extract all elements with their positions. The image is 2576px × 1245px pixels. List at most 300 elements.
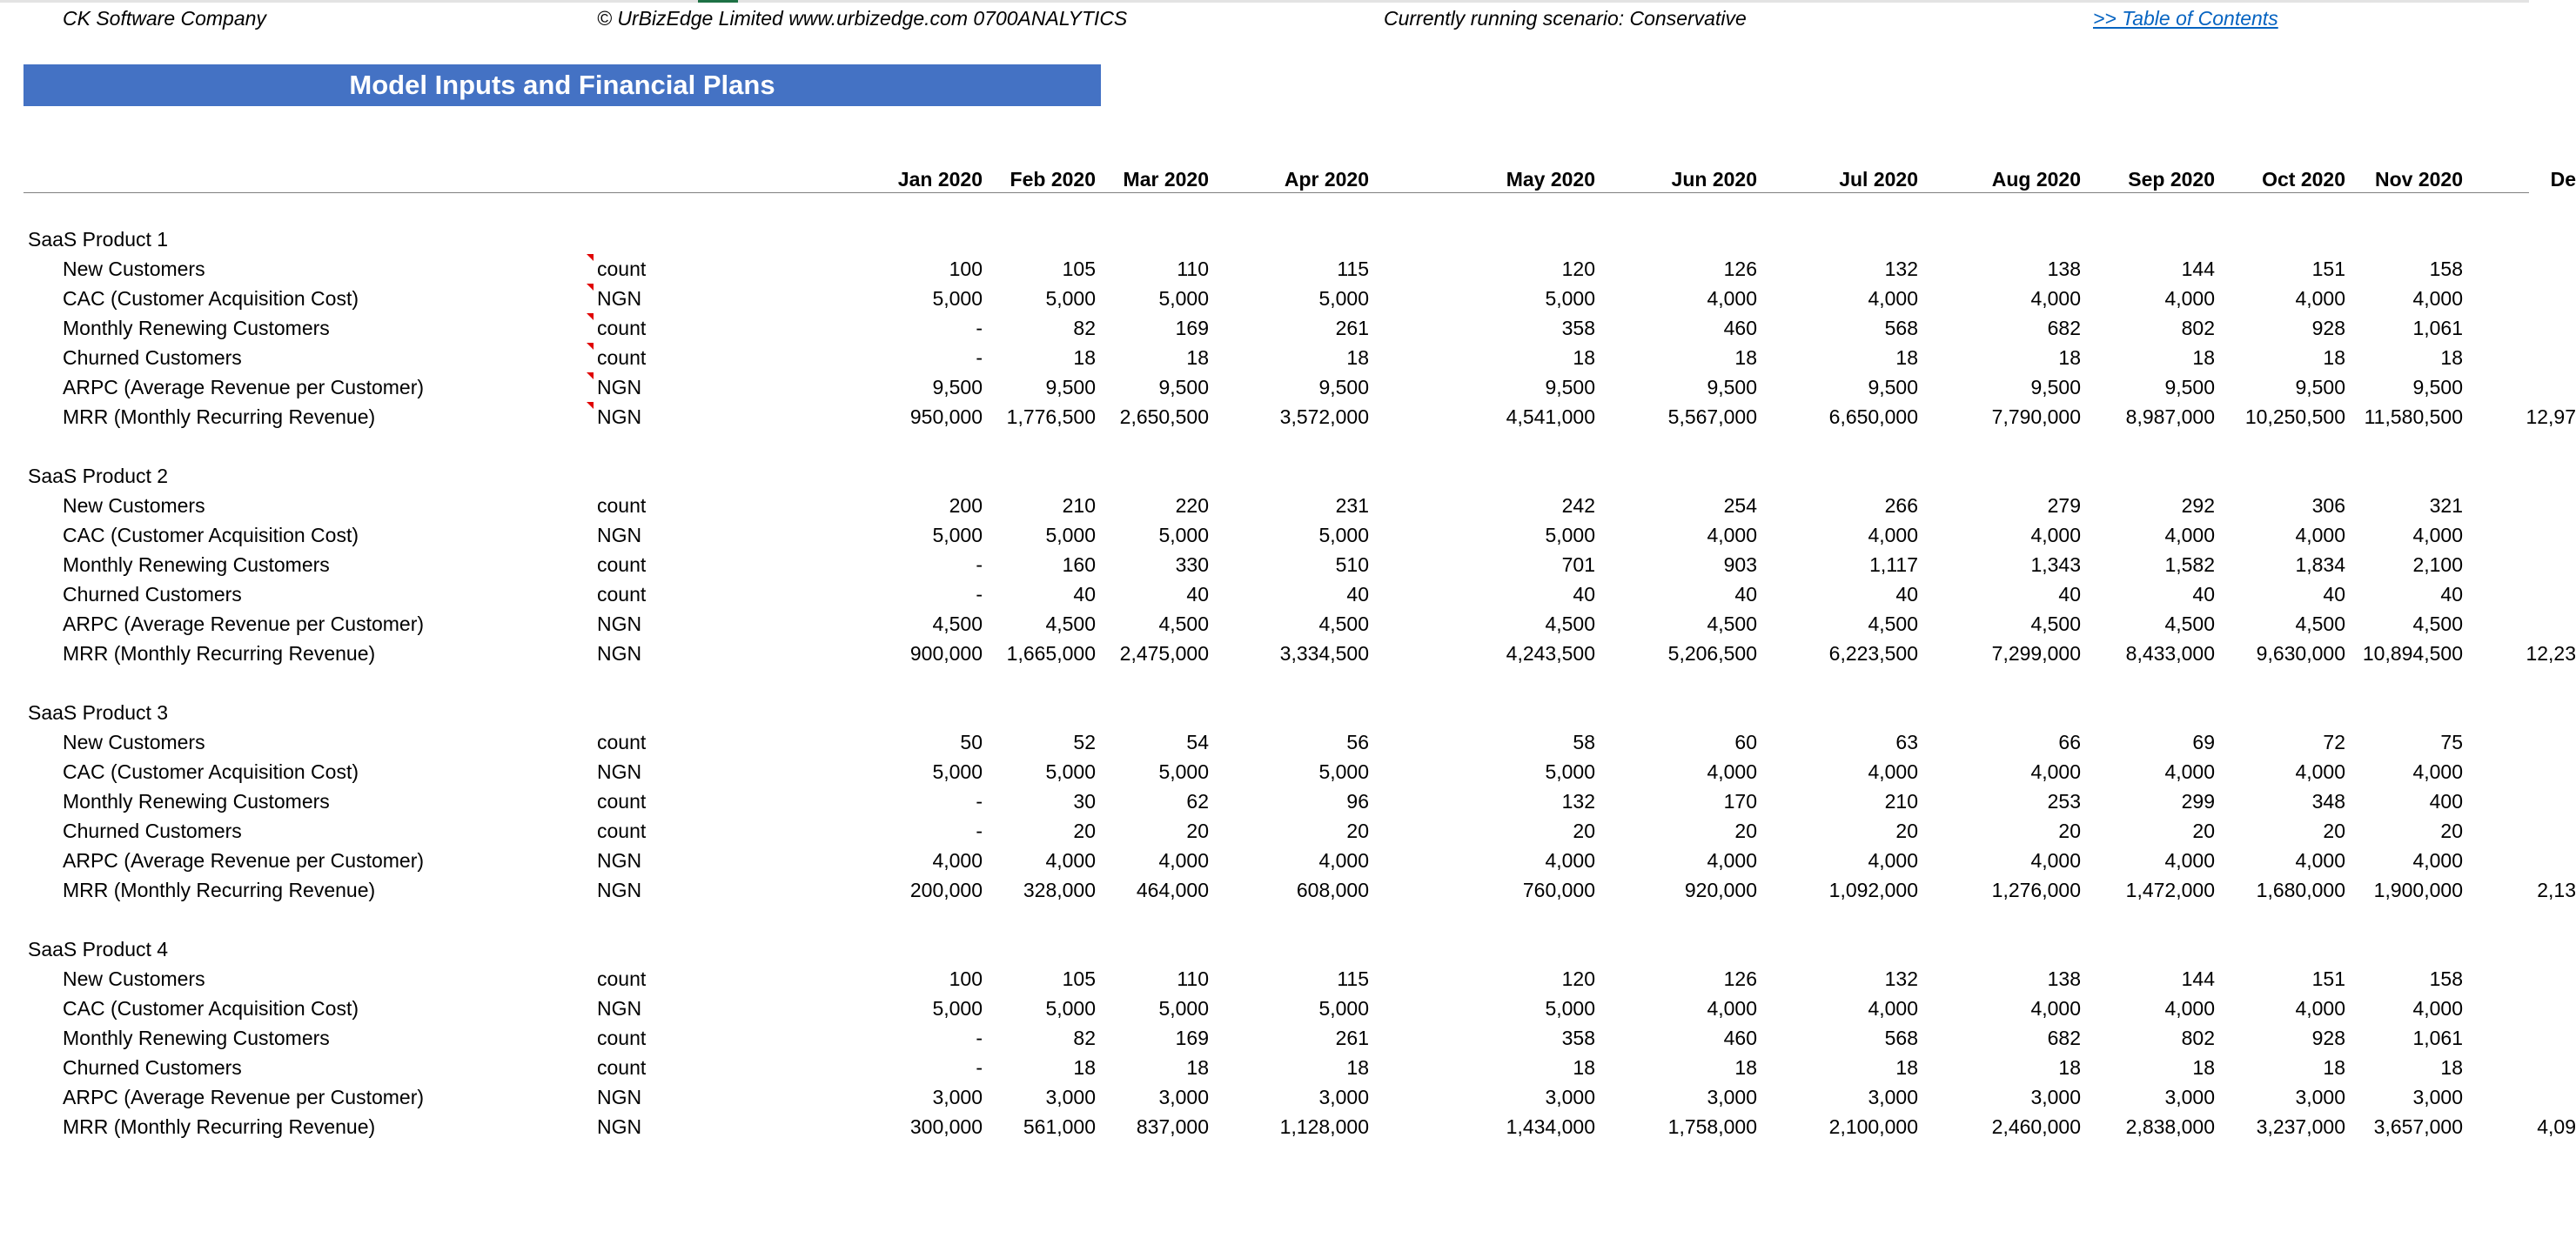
unit-cell[interactable]: count [597,258,647,280]
value-cell[interactable]: 4,000 [2030,849,2081,872]
value-cell[interactable]: 132 [1561,790,1595,813]
value-cell[interactable]: 96 [1346,790,1369,813]
value-cell[interactable]: - [976,346,983,369]
value-cell[interactable]: 5,000 [1045,760,1096,783]
value-cell[interactable]: 231 [1335,494,1369,517]
value-cell[interactable]: 4,500 [1545,612,1595,635]
value-cell[interactable]: 3,237,000 [2256,1115,2345,1138]
value-cell[interactable]: 40 [2058,583,2081,606]
value-cell[interactable]: 11,580,500 [2364,405,2463,428]
value-cell[interactable]: 568 [1884,317,1918,339]
value-cell[interactable]: 4,09 [2537,1115,2576,1138]
value-cell[interactable]: 5,206,500 [1667,642,1757,665]
value-cell[interactable]: 40 [1346,583,1369,606]
table-of-contents-link[interactable]: >> Table of Contents [2093,7,2278,30]
unit-cell[interactable]: count [597,731,647,753]
value-cell[interactable]: 701 [1561,553,1595,576]
month-header-1[interactable]: Feb 2020 [1010,168,1096,191]
value-cell[interactable]: 9,500 [1045,376,1096,398]
value-cell[interactable]: 3,000 [1868,1086,1918,1108]
value-cell[interactable]: 4,000 [2412,287,2463,310]
value-cell[interactable]: 1,665,000 [1006,642,1096,665]
value-cell[interactable]: 10,894,500 [2362,642,2463,665]
value-cell[interactable]: 7,299,000 [1991,642,2081,665]
value-cell[interactable]: 20 [1573,820,1595,842]
value-cell[interactable]: 170 [1723,790,1757,813]
value-cell[interactable]: 82 [1073,1027,1096,1049]
value-cell[interactable]: 1,680,000 [2256,879,2345,901]
value-cell[interactable]: 18 [1573,1056,1595,1079]
value-cell[interactable]: 132 [1884,967,1918,990]
value-cell[interactable]: 4,000 [2164,997,2215,1020]
value-cell[interactable]: 200 [949,494,983,517]
unit-cell[interactable]: count [597,494,647,517]
value-cell[interactable]: 4,500 [1318,612,1369,635]
value-cell[interactable]: 4,000 [1545,849,1595,872]
value-cell[interactable]: 3,000 [2164,1086,2215,1108]
value-cell[interactable]: 1,472,000 [2125,879,2215,901]
value-cell[interactable]: 9,630,000 [2256,642,2345,665]
value-cell[interactable]: 18 [1346,346,1369,369]
metric-label[interactable]: New Customers [63,967,205,990]
value-cell[interactable]: 321 [2429,494,2463,517]
value-cell[interactable]: 1,343 [2030,553,2081,576]
value-cell[interactable]: 2,650,500 [1119,405,1209,428]
unit-cell[interactable]: NGN [597,376,642,398]
value-cell[interactable]: 682 [2047,1027,2081,1049]
value-cell[interactable]: 1,900,000 [2373,879,2463,901]
value-cell[interactable]: 220 [1175,494,1209,517]
value-cell[interactable]: 138 [2047,258,2081,280]
value-cell[interactable]: 18 [2440,1056,2463,1079]
value-cell[interactable]: 40 [2323,583,2345,606]
metric-label[interactable]: MRR (Monthly Recurring Revenue) [63,642,376,665]
comment-indicator-icon[interactable] [587,313,594,320]
value-cell[interactable]: 4,500 [2412,612,2463,635]
value-cell[interactable]: 158 [2429,258,2463,280]
value-cell[interactable]: 18 [1073,1056,1096,1079]
value-cell[interactable]: 292 [2181,494,2215,517]
value-cell[interactable]: 115 [1337,967,1369,990]
value-cell[interactable]: 802 [2181,1027,2215,1049]
value-cell[interactable]: 242 [1561,494,1595,517]
value-cell[interactable]: 5,000 [932,287,983,310]
value-cell[interactable]: 2,460,000 [1991,1115,2081,1138]
value-cell[interactable]: 4,000 [1868,760,1918,783]
value-cell[interactable]: 5,000 [1318,997,1369,1020]
metric-label[interactable]: CAC (Customer Acquisition Cost) [63,760,359,783]
value-cell[interactable]: 9,500 [1707,376,1757,398]
product-title[interactable]: SaaS Product 4 [28,938,169,961]
value-cell[interactable]: 169 [1175,317,1209,339]
unit-cell[interactable]: NGN [597,849,642,872]
value-cell[interactable]: 4,500 [1868,612,1918,635]
value-cell[interactable]: 2,100 [2412,553,2463,576]
value-cell[interactable]: 5,000 [1545,524,1595,546]
metric-label[interactable]: CAC (Customer Acquisition Cost) [63,287,359,310]
value-cell[interactable]: 561,000 [1023,1115,1096,1138]
unit-cell[interactable]: count [597,346,647,369]
value-cell[interactable]: 358 [1561,317,1595,339]
value-cell[interactable]: 82 [1073,317,1096,339]
value-cell[interactable]: 20 [1073,820,1096,842]
value-cell[interactable]: 40 [1895,583,1918,606]
value-cell[interactable]: 18 [1186,346,1209,369]
value-cell[interactable]: 1,834 [2295,553,2345,576]
value-cell[interactable]: 3,000 [1158,1086,1209,1108]
unit-cell[interactable]: NGN [597,405,642,428]
value-cell[interactable]: 4,500 [932,612,983,635]
month-header-5[interactable]: Jun 2020 [1671,168,1757,191]
value-cell[interactable]: - [976,583,983,606]
value-cell[interactable]: 4,000 [2030,760,2081,783]
unit-cell[interactable]: count [597,820,647,842]
value-cell[interactable]: 151 [2311,967,2345,990]
unit-cell[interactable]: NGN [597,287,642,310]
value-cell[interactable]: 760,000 [1522,879,1595,901]
value-cell[interactable]: 9,500 [2164,376,2215,398]
value-cell[interactable]: 903 [1723,553,1757,576]
value-cell[interactable]: 40 [1073,583,1096,606]
value-cell[interactable]: 5,000 [1318,760,1369,783]
metric-label[interactable]: Churned Customers [63,1056,242,1079]
value-cell[interactable]: 40 [2192,583,2215,606]
value-cell[interactable]: 3,000 [2295,1086,2345,1108]
value-cell[interactable]: 18 [1073,346,1096,369]
metric-label[interactable]: ARPC (Average Revenue per Customer) [63,612,425,635]
value-cell[interactable]: 18 [1186,1056,1209,1079]
value-cell[interactable]: 300,000 [909,1115,983,1138]
metric-label[interactable]: New Customers [63,258,205,280]
value-cell[interactable]: 18 [2058,1056,2081,1079]
value-cell[interactable]: 4,000 [1707,524,1757,546]
value-cell[interactable]: 30 [1073,790,1096,813]
metric-label[interactable]: New Customers [63,731,205,753]
value-cell[interactable]: 169 [1175,1027,1209,1049]
value-cell[interactable]: 18 [1895,1056,1918,1079]
value-cell[interactable]: 5,000 [1318,524,1369,546]
value-cell[interactable]: 100 [949,967,983,990]
value-cell[interactable]: 2,100,000 [1828,1115,1918,1138]
value-cell[interactable]: 5,000 [932,997,983,1020]
value-cell[interactable]: 266 [1884,494,1918,517]
unit-cell[interactable]: NGN [597,760,642,783]
value-cell[interactable]: 5,000 [932,760,983,783]
comment-indicator-icon[interactable] [587,284,594,291]
value-cell[interactable]: 4,000 [2295,760,2345,783]
value-cell[interactable]: 20 [1734,820,1757,842]
value-cell[interactable]: 460 [1723,1027,1757,1049]
value-cell[interactable]: 9,500 [932,376,983,398]
value-cell[interactable]: 1,117 [1869,553,1918,576]
value-cell[interactable]: 1,582 [2164,553,2215,576]
month-header-7[interactable]: Aug 2020 [1991,168,2081,191]
value-cell[interactable]: 20 [2058,820,2081,842]
value-cell[interactable]: 5,567,000 [1667,405,1757,428]
value-cell[interactable]: 3,000 [1045,1086,1096,1108]
value-cell[interactable]: 4,000 [2030,524,2081,546]
value-cell[interactable]: 4,500 [1158,612,1209,635]
value-cell[interactable]: 1,061 [2412,1027,2463,1049]
value-cell[interactable]: 328,000 [1023,879,1096,901]
value-cell[interactable]: 66 [2058,731,2081,753]
value-cell[interactable]: 5,000 [932,524,983,546]
value-cell[interactable]: 120 [1561,967,1595,990]
value-cell[interactable]: 18 [1346,1056,1369,1079]
value-cell[interactable]: 1,758,000 [1667,1115,1757,1138]
value-cell[interactable]: 510 [1335,553,1369,576]
value-cell[interactable]: 5,000 [1545,287,1595,310]
value-cell[interactable]: 4,000 [2164,287,2215,310]
value-cell[interactable]: 464,000 [1136,879,1209,901]
value-cell[interactable]: 132 [1884,258,1918,280]
value-cell[interactable]: 5,000 [1545,997,1595,1020]
value-cell[interactable]: 110 [1177,258,1209,280]
value-cell[interactable]: 18 [2323,346,2345,369]
value-cell[interactable]: 4,000 [1868,287,1918,310]
value-cell[interactable]: 4,000 [1318,849,1369,872]
value-cell[interactable]: 4,000 [2164,524,2215,546]
unit-cell[interactable]: count [597,1027,647,1049]
value-cell[interactable]: 12,97 [2526,405,2576,428]
value-cell[interactable]: 920,000 [1684,879,1757,901]
unit-cell[interactable]: count [597,553,647,576]
metric-label[interactable]: New Customers [63,494,205,517]
value-cell[interactable]: 6,650,000 [1828,405,1918,428]
value-cell[interactable]: 5,000 [1318,287,1369,310]
value-cell[interactable]: 1,092,000 [1828,879,1918,901]
value-cell[interactable]: 568 [1884,1027,1918,1049]
value-cell[interactable]: 9,500 [2030,376,2081,398]
metric-label[interactable]: CAC (Customer Acquisition Cost) [63,524,359,546]
value-cell[interactable]: 5,000 [1158,760,1209,783]
value-cell[interactable]: 299 [2181,790,2215,813]
comment-indicator-icon[interactable] [587,343,594,350]
month-header-3[interactable]: Apr 2020 [1284,168,1369,191]
value-cell[interactable]: 20 [1186,820,1209,842]
value-cell[interactable]: 40 [2440,583,2463,606]
value-cell[interactable]: - [976,317,983,339]
comment-indicator-icon[interactable] [587,372,594,379]
value-cell[interactable]: 928 [2311,1027,2345,1049]
metric-label[interactable]: Churned Customers [63,820,242,842]
value-cell[interactable]: 460 [1723,317,1757,339]
value-cell[interactable]: 56 [1346,731,1369,753]
value-cell[interactable]: 3,657,000 [2373,1115,2463,1138]
value-cell[interactable]: 4,000 [1707,997,1757,1020]
value-cell[interactable]: 3,000 [1545,1086,1595,1108]
value-cell[interactable]: 4,000 [1868,524,1918,546]
value-cell[interactable]: 10,250,500 [2244,405,2345,428]
value-cell[interactable]: 18 [2440,346,2463,369]
comment-indicator-icon[interactable] [587,254,594,261]
value-cell[interactable]: 58 [1573,731,1595,753]
value-cell[interactable]: - [976,820,983,842]
value-cell[interactable]: 3,334,500 [1279,642,1369,665]
value-cell[interactable]: 802 [2181,317,2215,339]
value-cell[interactable]: 4,000 [1707,760,1757,783]
unit-cell[interactable]: NGN [597,642,642,665]
value-cell[interactable]: 4,500 [1045,612,1096,635]
value-cell[interactable]: 7,790,000 [1991,405,2081,428]
value-cell[interactable]: 900,000 [909,642,983,665]
value-cell[interactable]: 20 [1895,820,1918,842]
value-cell[interactable]: 200,000 [909,879,983,901]
value-cell[interactable]: 63 [1895,731,1918,753]
value-cell[interactable]: 72 [2323,731,2345,753]
value-cell[interactable]: 50 [960,731,983,753]
value-cell[interactable]: 928 [2311,317,2345,339]
value-cell[interactable]: 8,433,000 [2125,642,2215,665]
value-cell[interactable]: 837,000 [1136,1115,1209,1138]
value-cell[interactable]: 4,000 [2164,760,2215,783]
unit-cell[interactable]: NGN [597,997,642,1020]
value-cell[interactable]: 160 [1062,553,1096,576]
value-cell[interactable]: 3,000 [1707,1086,1757,1108]
product-title[interactable]: SaaS Product 1 [28,228,169,251]
metric-label[interactable]: MRR (Monthly Recurring Revenue) [63,1115,376,1138]
value-cell[interactable]: 18 [1734,1056,1757,1079]
value-cell[interactable]: 9,500 [1318,376,1369,398]
value-cell[interactable]: 4,000 [1707,849,1757,872]
value-cell[interactable]: 4,500 [2164,612,2215,635]
value-cell[interactable]: 4,000 [2030,997,2081,1020]
value-cell[interactable]: 4,000 [2295,849,2345,872]
metric-label[interactable]: Churned Customers [63,346,242,369]
value-cell[interactable]: 144 [2181,258,2215,280]
value-cell[interactable]: 3,000 [1318,1086,1369,1108]
unit-cell[interactable]: count [597,317,647,339]
value-cell[interactable]: 2,838,000 [2125,1115,2215,1138]
value-cell[interactable]: 110 [1177,967,1209,990]
value-cell[interactable]: 5,000 [1158,287,1209,310]
value-cell[interactable]: 18 [1895,346,1918,369]
unit-cell[interactable]: NGN [597,879,642,901]
unit-cell[interactable]: NGN [597,524,642,546]
metric-label[interactable]: Monthly Renewing Customers [63,553,330,576]
month-header-11[interactable]: De [2550,168,2576,191]
value-cell[interactable]: 210 [1884,790,1918,813]
value-cell[interactable]: 138 [2047,967,2081,990]
value-cell[interactable]: 12,23 [2526,642,2576,665]
value-cell[interactable]: 5,000 [1158,524,1209,546]
value-cell[interactable]: 158 [2429,967,2463,990]
month-header-0[interactable]: Jan 2020 [897,168,983,191]
value-cell[interactable]: 4,000 [2295,997,2345,1020]
value-cell[interactable]: 1,061 [2412,317,2463,339]
value-cell[interactable]: 210 [1062,494,1096,517]
value-cell[interactable]: 3,000 [2412,1086,2463,1108]
value-cell[interactable]: 20 [1346,820,1369,842]
value-cell[interactable]: 69 [2192,731,2215,753]
value-cell[interactable]: 18 [2323,1056,2345,1079]
value-cell[interactable]: 3,000 [2030,1086,2081,1108]
value-cell[interactable]: 6,223,500 [1828,642,1918,665]
month-header-8[interactable]: Sep 2020 [2128,168,2215,191]
value-cell[interactable]: 120 [1561,258,1595,280]
value-cell[interactable]: 20 [2192,820,2215,842]
value-cell[interactable]: 54 [1186,731,1209,753]
value-cell[interactable]: 5,000 [1545,760,1595,783]
product-title[interactable]: SaaS Product 3 [28,701,169,724]
value-cell[interactable]: 4,000 [2030,287,2081,310]
value-cell[interactable]: 5,000 [1045,997,1096,1020]
value-cell[interactable]: 18 [2192,346,2215,369]
value-cell[interactable]: 5,000 [1158,997,1209,1020]
value-cell[interactable]: 60 [1734,731,1757,753]
value-cell[interactable]: 306 [2311,494,2345,517]
unit-cell[interactable]: NGN [597,612,642,635]
value-cell[interactable]: 9,500 [2295,376,2345,398]
value-cell[interactable]: 9,500 [1158,376,1209,398]
value-cell[interactable]: 4,243,500 [1506,642,1595,665]
value-cell[interactable]: 358 [1561,1027,1595,1049]
value-cell[interactable]: 9,500 [1868,376,1918,398]
value-cell[interactable]: 608,000 [1296,879,1369,901]
value-cell[interactable]: 400 [2429,790,2463,813]
value-cell[interactable]: - [976,1027,983,1049]
month-header-9[interactable]: Oct 2020 [2262,168,2345,191]
value-cell[interactable]: 144 [2181,967,2215,990]
month-header-6[interactable]: Jul 2020 [1839,168,1918,191]
value-cell[interactable]: 105 [1062,258,1096,280]
value-cell[interactable]: 4,000 [2412,524,2463,546]
value-cell[interactable]: 1,434,000 [1506,1115,1595,1138]
value-cell[interactable]: - [976,553,983,576]
value-cell[interactable]: 4,000 [2295,287,2345,310]
value-cell[interactable]: 4,000 [2412,997,2463,1020]
value-cell[interactable]: 105 [1062,967,1096,990]
value-cell[interactable]: 348 [2311,790,2345,813]
value-cell[interactable]: 18 [1734,346,1757,369]
value-cell[interactable]: 40 [1573,583,1595,606]
value-cell[interactable]: 75 [2440,731,2463,753]
value-cell[interactable]: 3,000 [932,1086,983,1108]
unit-cell[interactable]: count [597,790,647,813]
month-header-10[interactable]: Nov 2020 [2374,168,2463,191]
value-cell[interactable]: 4,541,000 [1506,405,1595,428]
value-cell[interactable]: 4,000 [2412,760,2463,783]
value-cell[interactable]: 4,000 [1868,997,1918,1020]
value-cell[interactable]: 115 [1337,258,1369,280]
value-cell[interactable]: 151 [2311,258,2345,280]
value-cell[interactable]: - [976,1056,983,1079]
value-cell[interactable]: 4,500 [2030,612,2081,635]
value-cell[interactable]: 18 [1573,346,1595,369]
value-cell[interactable]: 279 [2047,494,2081,517]
value-cell[interactable]: 1,276,000 [1991,879,2081,901]
value-cell[interactable]: 4,000 [1158,849,1209,872]
value-cell[interactable]: 3,572,000 [1279,405,1369,428]
value-cell[interactable]: 4,000 [1707,287,1757,310]
comment-indicator-icon[interactable] [587,402,594,409]
value-cell[interactable]: 8,987,000 [2125,405,2215,428]
unit-cell[interactable]: count [597,1056,647,1079]
value-cell[interactable]: 2,13 [2537,879,2576,901]
value-cell[interactable]: - [976,790,983,813]
unit-cell[interactable]: count [597,967,647,990]
value-cell[interactable]: 40 [1186,583,1209,606]
value-cell[interactable]: 20 [2440,820,2463,842]
value-cell[interactable]: 20 [2323,820,2345,842]
metric-label[interactable]: ARPC (Average Revenue per Customer) [63,376,425,398]
metric-label[interactable]: Monthly Renewing Customers [63,1027,330,1049]
value-cell[interactable]: 18 [2058,346,2081,369]
value-cell[interactable]: 4,000 [932,849,983,872]
value-cell[interactable]: 18 [2192,1056,2215,1079]
value-cell[interactable]: 261 [1335,1027,1369,1049]
unit-cell[interactable]: NGN [597,1115,642,1138]
